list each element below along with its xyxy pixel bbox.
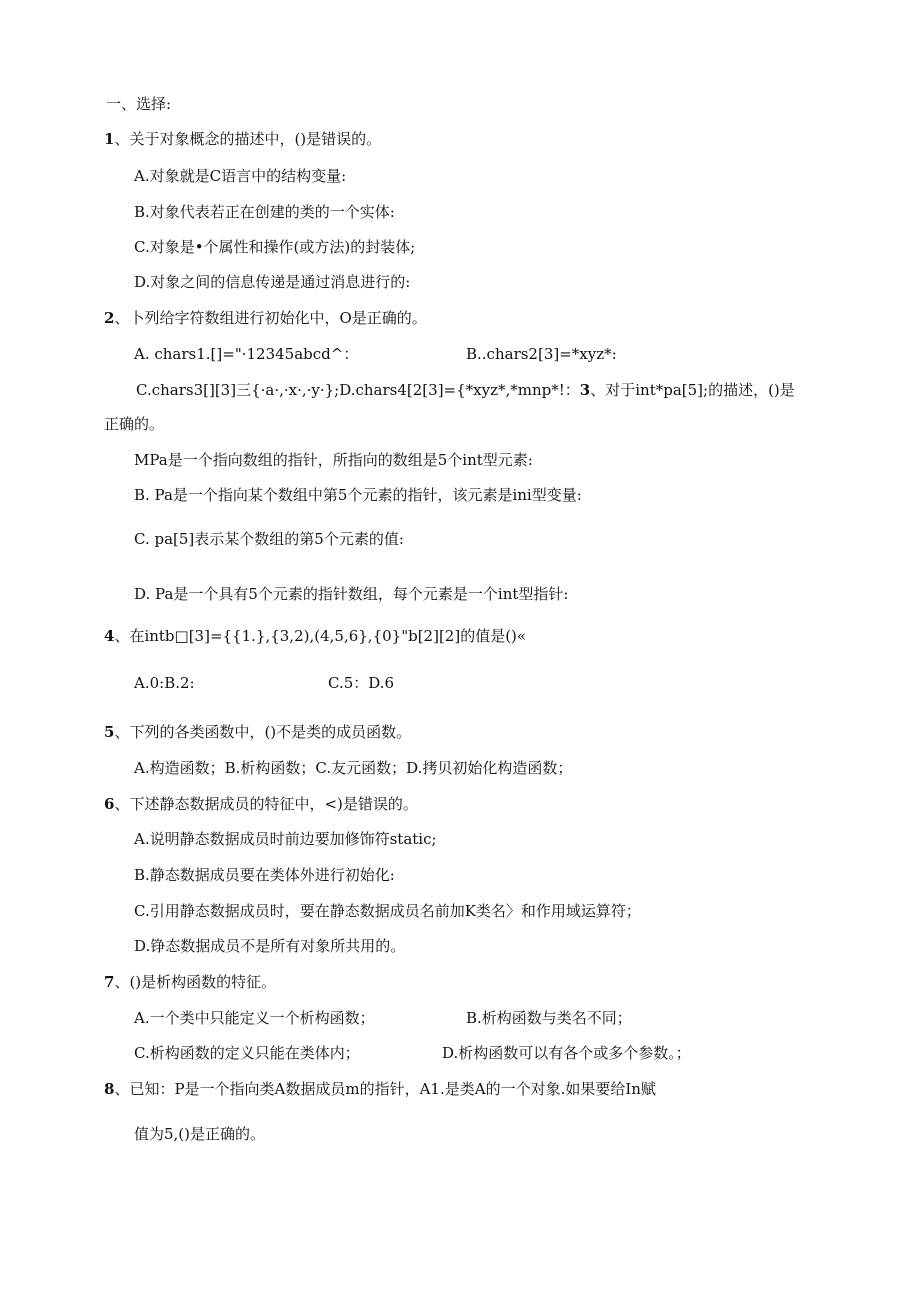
question-text: 、下列的各类函数中，()不是类的成员函数。 [114, 723, 412, 741]
question-number: 3 [579, 381, 591, 399]
question-text: 、在intb□[3]={{1.},{3,2),(4,5,6},{0}"b[2][2]的值是()« [114, 627, 527, 645]
question-1-option-c: C.对象是•个属性和操作(或方法)的封装体; [134, 238, 416, 256]
question-5 [104, 722, 411, 742]
question-7-option-d: D.析构函数可以有各个或多个参数。； [442, 1044, 691, 1062]
question-number: 6 [104, 795, 115, 813]
question-6 [104, 794, 418, 814]
question-4-option-cd: C.5：D.6 [328, 674, 395, 692]
question-3-option-a: MPa是一个指向数组的指针，所指向的数组是5个int型元素: [134, 451, 533, 469]
question-4-option-ab: A.0:B.2: [134, 674, 195, 692]
question-8 [104, 1079, 656, 1099]
question-3-option-b: B. Pa是一个指向某个数组中第5个元素的指针，该元素是ini型变量: [134, 486, 582, 504]
question-7-option-c: C.析构函数的定义只能在类体内； [134, 1044, 360, 1062]
question-text: 、已知：P是一个指向类A数据成员m的指针，A1.是类A的一个对象.如果要给In赋 [114, 1080, 656, 1098]
section-heading: 一、选择: [106, 95, 172, 113]
question-7-option-b: B.析构函数与类名不同； [466, 1009, 632, 1027]
question-6-option-b: B.静态数据成员要在类体外进行初始化: [134, 866, 395, 884]
question-number: 2 [104, 309, 115, 327]
question-text: 、关于对象概念的描述中，()是错误的。 [114, 130, 382, 148]
question-5-options: A.构造函数；B.析构函数；C.友元函数；D.拷贝初始化构造函数； [134, 759, 573, 777]
question-number: 4 [104, 627, 115, 645]
question-7 [104, 972, 276, 992]
question-text: 、下述静态数据成员的特征中，<)是错误的。 [114, 795, 418, 813]
question-2-option-a: A. chars1.[]="·12345abcd^： [134, 345, 359, 363]
question-6-option-a: A.说明静态数据成员时前边要加修饰符static; [134, 830, 437, 848]
question-2 [104, 308, 427, 328]
question-1-option-a: A.对象就是C语言中的结构变量: [134, 167, 347, 185]
question-2-option-cd: C.chars3[][3]三{·a·,·x·,·y·};D.chars4[2[3]={*xyz*,*mnp*!： [136, 381, 580, 399]
question-6-option-c: C.引用静态数据成员时，要在静态数据成员名前加K类名〉和作用域运算符； [134, 902, 641, 920]
question-3-text: 、对于int*pa[5];的描述，()是 [590, 381, 795, 399]
question-number: 8 [104, 1080, 115, 1098]
question-2-option-cd-with-question-3 [136, 380, 795, 400]
question-8-text-continued: 值为5,()是正确的。 [134, 1125, 266, 1143]
question-number: 1 [104, 130, 115, 148]
question-text: 、卜列给字符数组进行初始化中，O是正确的。 [114, 309, 427, 327]
question-3-option-d: D. Pa是一个具有5个元素的指针数组，每个元素是一个int型指针: [134, 585, 569, 603]
question-7-option-a: A.一个类中只能定义一个析构函数； [134, 1009, 375, 1027]
question-text: 、()是析构函数的特征。 [114, 973, 277, 991]
question-1-option-d: D.对象之间的信息传递是通过消息进行的: [134, 273, 411, 291]
question-number: 7 [104, 973, 115, 991]
question-1-option-b: B.对象代表若正在创建的类的一个实体: [134, 203, 395, 221]
question-4 [104, 626, 526, 646]
question-6-option-d: D.铮态数据成员不是所有对象所共用的。 [134, 937, 406, 955]
question-number: 5 [104, 723, 115, 741]
question-3-text-continued: 正确的。 [104, 415, 165, 433]
question-1 [104, 129, 381, 149]
question-3-option-c: C. pa[5]表示某个数组的第5个元素的值: [134, 530, 404, 548]
question-2-option-b: B..chars2[3]=*xyz*: [466, 345, 617, 363]
